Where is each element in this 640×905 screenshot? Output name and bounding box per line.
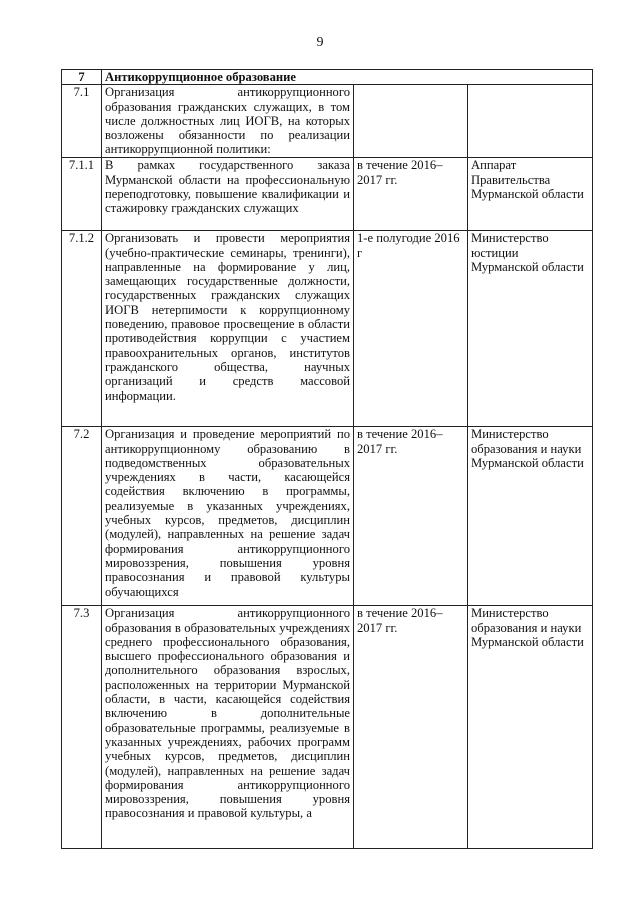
row-term: 1-е полугодие 2016 г: [354, 231, 468, 427]
row-number: 7.1.1: [62, 158, 102, 231]
row-responsible: Министерство юстиции Мурманской области: [468, 231, 593, 427]
row-responsible: Аппарат Правительства Мурманской области: [468, 158, 593, 231]
row-activity: В рамках государственного заказа Мурманской области на профессиональную переподготовку, повышение квалификации и стажировку гражданских служащих: [102, 158, 354, 231]
table-row: [62, 158, 593, 231]
row-responsible: Министерство образования и науки Мурманской области: [468, 427, 593, 606]
section-title: Антикоррупционное образование: [102, 70, 593, 85]
row-term: в течение 2016–2017 гг.: [354, 427, 468, 606]
row-term: в течение 2016–2017 гг.: [354, 606, 468, 849]
row-number: 7.1: [62, 85, 102, 158]
action-plan-table: [61, 69, 593, 849]
table-row: [62, 427, 593, 606]
table-row: [62, 85, 593, 158]
row-responsible: [468, 85, 593, 158]
page-number: 9: [316, 35, 324, 50]
table-row: [62, 231, 593, 427]
row-activity: Организация антикоррупционного образования в образовательных учреждениях среднего профессионального образования, высшего профессионального образования и дополнительного образования взрослых, расположенных на территории Мурманской области, в части, касающейся содействия включению в дополнительные образовательные программы, реализуемые в указанных учреждениях, рабочих программ учебных курсов, предметов, дисциплин (модулей), направленных на решение задач формирования антикоррупционного мировоззрения, повышения уровня правосознания и правовой культуры, а: [102, 606, 354, 849]
row-activity: Организация антикоррупционного образования гражданских служащих, в том числе должностных лиц ИОГВ, на которых возложены обязанности по реализации антикоррупционной политики:: [102, 85, 354, 158]
row-term: [354, 85, 468, 158]
row-number: 7.1.2: [62, 231, 102, 427]
row-number: 7.3: [62, 606, 102, 849]
row-responsible: Министерство образования и науки Мурманской области: [468, 606, 593, 849]
table-row: [62, 606, 593, 849]
section-number: 7: [62, 70, 102, 85]
row-number: 7.2: [62, 427, 102, 606]
section-header-row: [62, 70, 593, 85]
row-term: в течение 2016–2017 гг.: [354, 158, 468, 231]
row-activity: Организовать и провести мероприятия (учебно-практические семинары, тренинги), направленные на формирование у лиц, замещающих государственные должности, государственных гражданских служащих ИОГВ нетерпимости к коррупционному поведению, правовое просвещение в области противодействия коррупции с участием правоохранительных органов, институтов гражданского общества, научных организаций и средств массовой информации.: [102, 231, 354, 427]
row-activity: Организация и проведение мероприятий по антикоррупционному образованию в подведомственных образовательных учреждениях в части, касающейся содействия включению в программы, реализуемые в указанных учреждениях, учебных курсов, предметов, дисциплин (модулей), направленных на решение задач формирования антикоррупционного мировоззрения, повышения уровня правосознания и правовой культуры обучающихся: [102, 427, 354, 606]
